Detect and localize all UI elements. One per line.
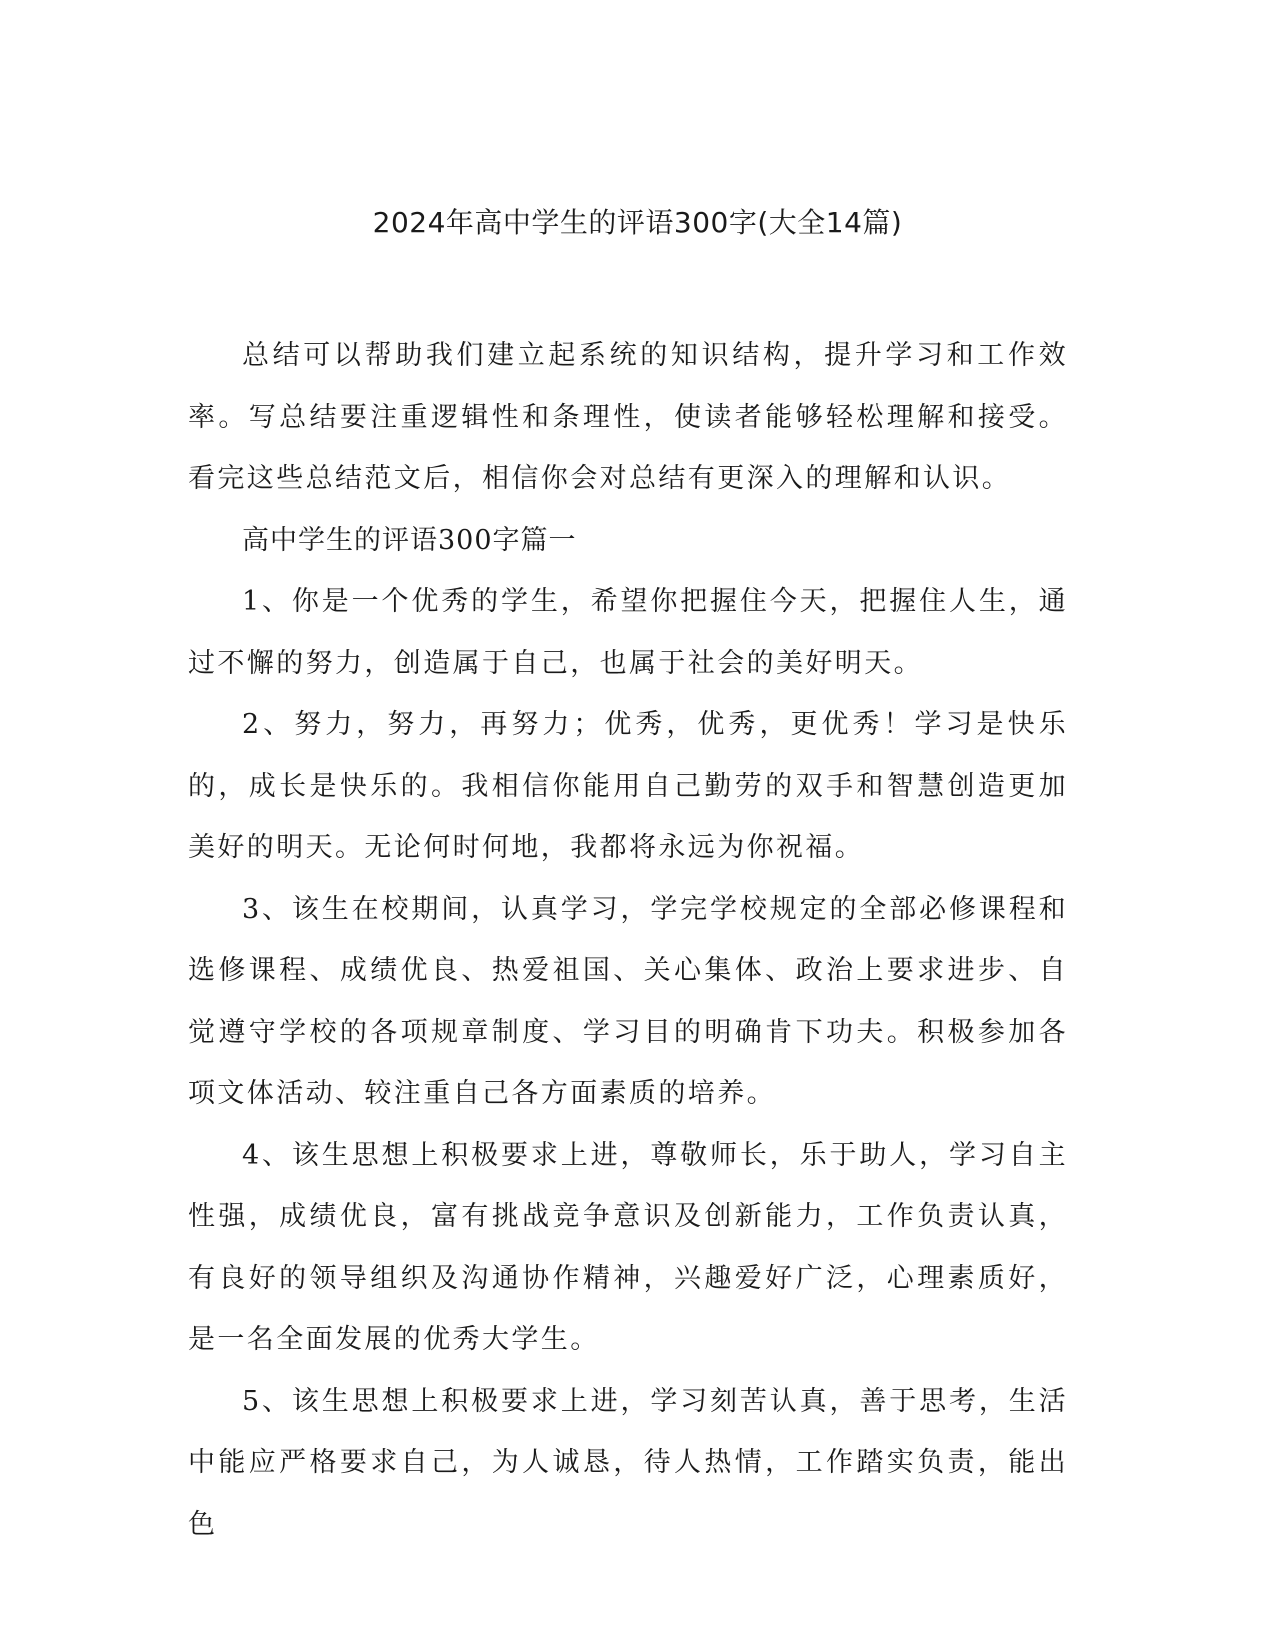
section-heading: 高中学生的评语300字篇一 (242, 524, 577, 556)
comment-item-5: 5、该生思想上积极要求上进，学习刻苦认真，善于思考，生活中能应严格要求自己，为人诚恳，待人热情，工作踏实负责，能出色 (188, 1385, 1068, 1540)
intro-paragraph: 总结可以帮助我们建立起系统的知识结构，提升学习和工作效率。写总结要注重逻辑性和条理性，使读者能够轻松理解和接受。看完这些总结范文后，相信你会对总结有更深入的理解和认识。 (188, 340, 1068, 494)
document-title: 2024年高中学生的评语300字(大全14篇) (372, 206, 903, 239)
comment-item-3: 3、该生在校期间，认真学习，学完学校规定的全部必修课程和选修课程、成绩优良、热爱祖国、关心集体、政治上要求进步、自觉遵守学校的各项规章制度、学习目的明确肯下功夫。积极参加各项文体活动、较注重自己各方面素质的培养。 (188, 893, 1068, 1109)
comment-item-1: 1、你是一个优秀的学生，希望你把握住今天，把握住人生，通过不懈的努力，创造属于自己，也属于社会的美好明天。 (188, 586, 1068, 679)
document-body (188, 325, 1068, 1555)
comment-item-4: 4、该生思想上积极要求上进，尊敬师长，乐于助人，学习自主性强，成绩优良，富有挑战竞争意识及创新能力，工作负责认真，有良好的领导组织及沟通协作精神，兴趣爱好广泛，心理素质好，是一名全面发展的优秀大学生。 (188, 1139, 1068, 1355)
comment-item-2: 2、努力，努力，再努力；优秀，优秀，更优秀！学习是快乐的，成长是快乐的。我相信你能用自己勤劳的双手和智慧创造更加美好的明天。无论何时何地，我都将永远为你祝福。 (188, 709, 1068, 863)
